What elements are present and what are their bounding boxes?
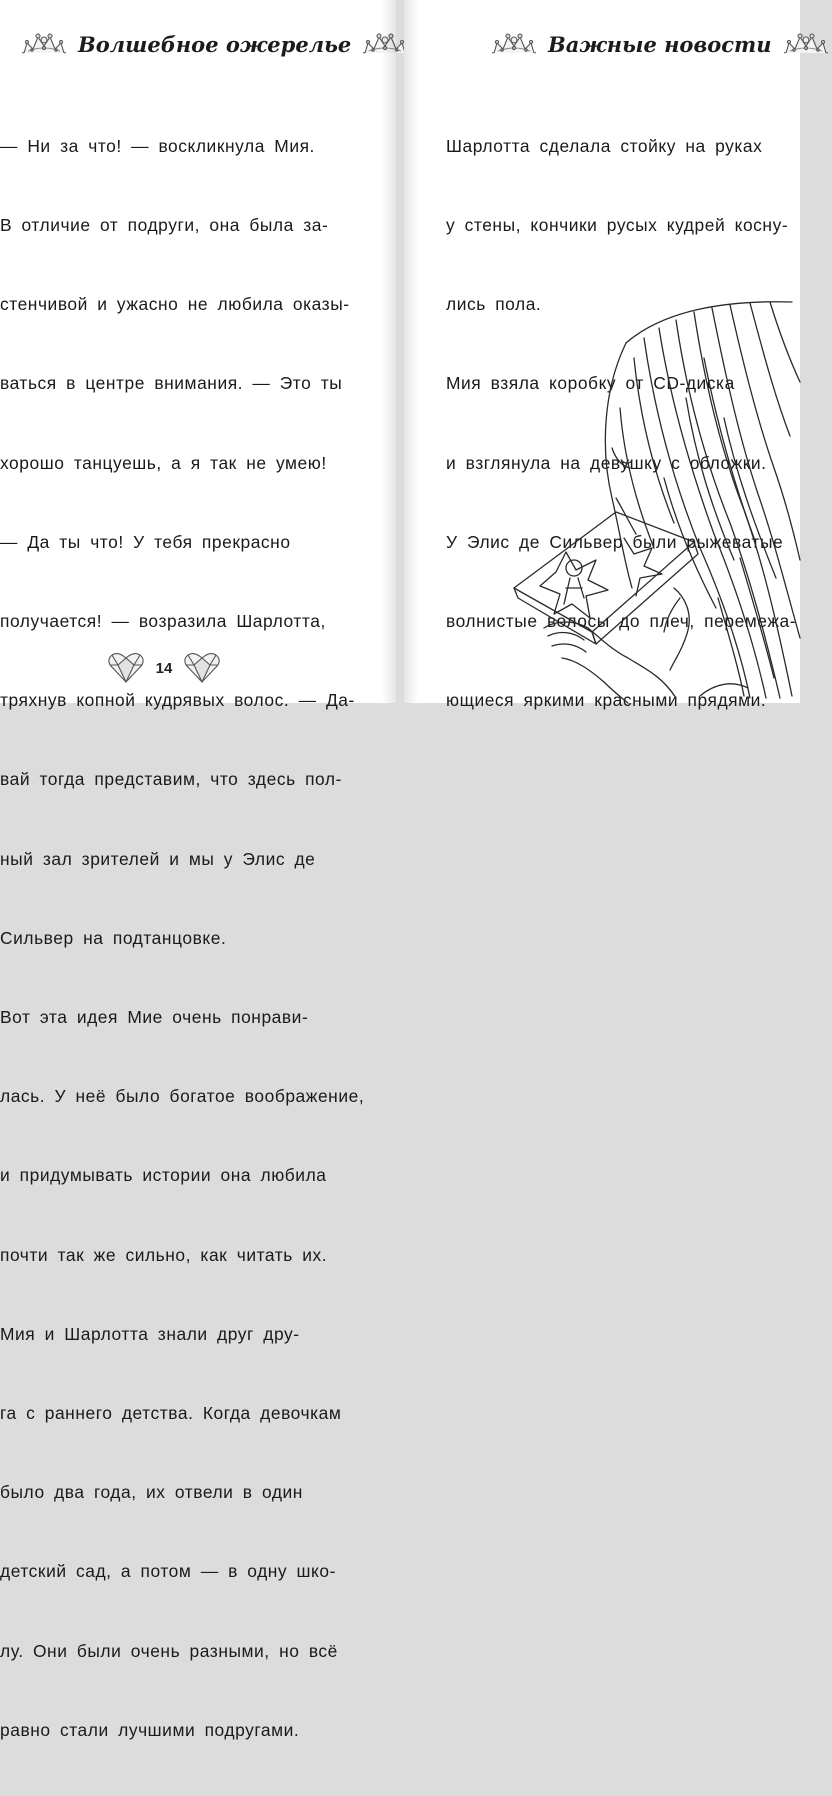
text-line: тряхнув копной кудрявых волос. — Да- — [0, 690, 355, 711]
text-line: ваться в центре внимания. — Это ты — [0, 373, 343, 394]
text-line: почти так же сильно, как читать их. — [0, 1244, 328, 1265]
heart-gem-icon — [106, 651, 146, 685]
left-page-header — [18, 22, 411, 66]
right-page-header — [488, 22, 832, 66]
left-page-text — [0, 80, 364, 1796]
text-line: и взглянула на девушку с обложки. — [446, 452, 767, 473]
text-line: лу. Они были очень разными, но всё — [0, 1640, 338, 1661]
text-line: волнистые волосы до плеч, перемежа- — [446, 611, 797, 632]
text-line: Сильвер на подтанцовке. — [0, 927, 227, 948]
text-line: ный зал зрителей и мы у Элис де — [0, 848, 316, 869]
text-line: стенчивой и ужасно не любила оказы- — [0, 294, 350, 315]
text-line: га с раннего детства. Когда девочкам — [0, 1403, 342, 1424]
text-line: хорошо танцуешь, а я так не умею! — [0, 452, 327, 473]
tiara-icon — [18, 29, 70, 59]
chapter-title: Волшебное ожерелье — [78, 31, 352, 57]
text-line: вай тогда представим, что здесь пол- — [0, 769, 342, 790]
text-line: В отличие от подруги, она была за- — [0, 215, 329, 236]
girl-holding-cd-case-illustration — [504, 298, 800, 703]
text-line: детский сад, а потом — в одну шко- — [0, 1561, 336, 1582]
text-line: Мия взяла коробку от CD-диска — [446, 373, 735, 394]
left-page — [0, 0, 396, 1740]
text-line: Шарлотта сделала стойку на руках — [446, 135, 763, 156]
text-line: и придумывать истории она любила — [0, 1165, 327, 1186]
tiara-icon — [780, 29, 832, 59]
text-line: лись пола. — [446, 294, 542, 315]
text-line: Вот эта идея Мие очень понрави- — [0, 1007, 309, 1028]
gutter-shadow — [404, 0, 418, 703]
text-line: Мия и Шарлотта знали друг дру- — [0, 1323, 300, 1344]
text-line: — Да ты что! У тебя прекрасно — [0, 531, 291, 552]
heart-gem-icon — [182, 651, 222, 685]
text-line: равно стали лучшими подругами. — [0, 1719, 300, 1740]
text-line: лась. У неё было богатое воображение, — [0, 1086, 365, 1107]
page-number: 14 — [155, 659, 173, 677]
text-line: было два года, их отвели в один — [0, 1482, 303, 1503]
text-line: получается! — возразила Шарлотта, — [0, 611, 326, 632]
chapter-title: Важные новости — [548, 31, 772, 57]
text-line: У Элис де Сильвер были рыжеватые — [446, 531, 784, 552]
text-line: у стены, кончики русых кудрей косну- — [446, 215, 789, 236]
gutter-shadow — [382, 0, 396, 703]
tiara-icon — [488, 29, 540, 59]
page-footer — [106, 648, 222, 688]
text-line: ющиеся яркими красными прядями. — [446, 690, 767, 711]
text-line: — Ни за что! — воскликнула Мия. — [0, 135, 315, 156]
